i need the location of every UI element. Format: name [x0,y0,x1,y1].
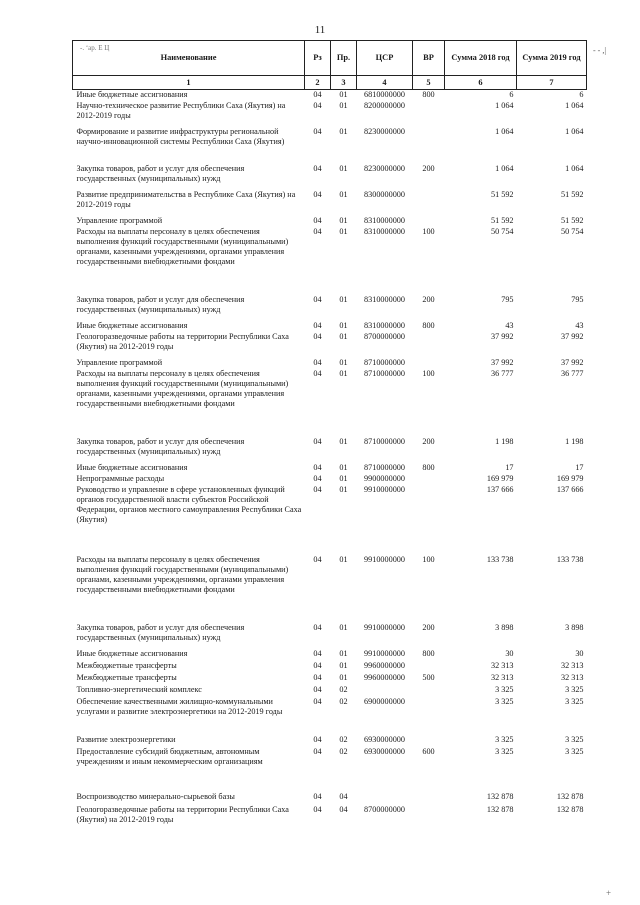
cell-sum-2019: 50 754 [560,226,584,236]
header-csr: ЦСР [357,41,413,76]
cell-csr: 8310000000 [364,226,405,236]
cell-sum-2018: 32 313 [490,660,514,670]
cell-name: Геологоразведочные работы на территории Республики Саха (Якутия) на 2012-2019 годы [76,804,289,824]
budget-table [72,40,587,831]
cell-vr: 800 [422,648,435,658]
cell-rz: 04 [313,357,322,367]
cell-csr: 8200000000 [364,100,405,110]
cell-sum-2019: 137 666 [556,484,584,494]
cell-sum-2019: 51 592 [560,215,584,225]
header-vr: ВР [413,41,445,76]
cell-sum-2018: 3 325 [495,746,514,756]
cell-csr: 8300000000 [364,189,405,199]
cell-rz: 04 [313,100,322,110]
cell-csr: 9910000000 [364,622,405,632]
cell-pr: 01 [339,226,348,236]
header-row [73,41,587,76]
cell-rz: 04 [313,436,322,446]
table-header [73,41,587,90]
cell-name: Иные бюджетные ассигнования [76,320,188,330]
cell-rz: 04 [313,126,322,136]
cell-pr: 01 [339,368,348,378]
table-row [73,127,587,164]
cell-csr: 8710000000 [364,368,405,378]
cell-pr: 01 [339,622,348,632]
column-number: 4 [357,76,413,90]
table-row [73,369,587,437]
column-number: 1 [73,76,305,90]
cell-sum-2018: 36 777 [490,368,514,378]
cell-vr [413,805,445,831]
cell-sum-2019: 51 592 [560,189,584,199]
cell-sum-2018: 51 592 [490,189,514,199]
cell-name: Воспроизводство минерально-сырьевой базы [76,791,235,801]
column-number: 6 [445,76,517,90]
cell-sum-2018: 37 992 [490,357,514,367]
cell-vr: 200 [422,163,435,173]
column-number: 7 [517,76,587,90]
cell-name: Предоставление субсидий бюджетным, автономным учреждениям и иным некоммерческим организациям [76,746,263,766]
table-row [73,463,587,474]
cell-rz: 04 [313,368,322,378]
cell-csr: 6930000000 [364,734,405,744]
cell-sum-2018: 32 313 [490,672,514,682]
table-row [73,321,587,332]
cell-csr: 6900000000 [364,696,405,706]
cell-pr: 02 [339,684,348,694]
cell-rz: 04 [313,648,322,658]
cell-sum-2018: 1 198 [495,436,514,446]
cell-csr: 8310000000 [364,320,405,330]
cell-csr: 9910000000 [364,554,405,564]
cell-name: Расходы на выплаты персоналу в целях обеспечения выполнения функций государственными (муниципальными) органами, казенными учреждениями, органами управления государственными внебюджетными фондами [76,368,289,408]
cell-name: Формирование и развитие инфраструктуры региональной научно-инновационной системы Республики Саха (Якутия) [76,126,285,146]
cell-rz: 04 [313,320,322,330]
cell-rz: 04 [313,622,322,632]
cell-name: Межбюджетные трансферты [76,672,177,682]
cell-sum-2018: 37 992 [490,331,514,341]
cell-csr: 8310000000 [364,294,405,304]
table-body [73,90,587,831]
cell-csr: 9960000000 [364,660,405,670]
cell-rz: 04 [313,672,322,682]
cell-name: Иные бюджетные ассигнования [76,462,188,472]
cell-sum-2019: 1 064 [565,100,584,110]
cell-rz: 04 [313,215,322,225]
cell-vr [413,661,445,673]
cell-vr [413,485,445,555]
cell-sum-2019: 3 325 [565,684,584,694]
cell-pr: 01 [339,331,348,341]
cell-sum-2019: 3 325 [565,734,584,744]
cell-csr: 9910000000 [364,648,405,658]
column-number: 2 [305,76,331,90]
cell-sum-2019: 133 738 [556,554,584,564]
cell-pr: 01 [339,215,348,225]
table-row [73,685,587,697]
cell-vr [413,358,445,369]
page-number: 11 [314,24,326,36]
cell-vr [413,216,445,227]
cell-name: Развитие предпринимательства в Республике Саха (Якутия) на 2012-2019 годы [76,189,296,209]
cell-rz: 04 [313,226,322,236]
cell-pr: 04 [339,804,348,814]
cell-vr [413,792,445,805]
cell-sum-2019: 1 198 [565,436,584,446]
cell-pr: 02 [339,746,348,756]
cell-pr: 02 [339,696,348,706]
cell-sum-2018: 133 738 [486,554,514,564]
cell-csr: 8710000000 [364,436,405,446]
table-row [73,555,587,623]
cell-sum-2019: 3 898 [565,622,584,632]
cell-rz: 04 [313,90,322,99]
cell-name: Обеспечение качественными жилищно-коммунальными услугами и развитие электроэнергетики на 2012-2019 годы [76,696,283,716]
cell-pr: 01 [339,672,348,682]
cell-csr: 8710000000 [364,462,405,472]
cell-csr: 8310000000 [364,215,405,225]
column-number-row [73,76,587,90]
cell-name: Иные бюджетные ассигнования [76,648,188,658]
cell-vr [413,190,445,216]
header-rz: Рз [305,41,331,76]
cell-name: Закупка товаров, работ и услуг для обеспечения государственных (муниципальных) нужд [76,436,245,456]
cell-rz: 04 [313,484,322,494]
cell-rz: 04 [313,734,322,744]
cell-vr [413,697,445,735]
cell-pr: 01 [339,100,348,110]
cell-pr: 01 [339,554,348,564]
cell-vr: 100 [422,368,435,378]
cell-name: Непрограммные расходы [76,473,165,483]
cell-sum-2018: 3 325 [495,684,514,694]
cell-csr: 6810000000 [364,90,405,99]
cell-name: Расходы на выплаты персоналу в целях обеспечения выполнения функций государственными (муниципальными) органами, казенными учреждениями, органами управления государственными внебюджетными фондами [76,226,289,266]
cell-vr: 800 [422,462,435,472]
cell-vr [413,127,445,164]
cell-csr: 8700000000 [364,331,405,341]
cell-rz: 04 [313,791,322,801]
cell-name: Расходы на выплаты персоналу в целях обеспечения выполнения функций государственными (муниципальными) органами, казенными учреждениями, органами управления государственными внебюджетными фондами [76,554,289,594]
header-name: Наименование [73,41,305,76]
cell-sum-2018: 30 [505,648,514,658]
cell-rz: 04 [313,746,322,756]
cell-csr: 9900000000 [364,473,405,483]
cell-sum-2018: 132 878 [486,804,514,814]
cell-rz: 04 [313,462,322,472]
table-row [73,358,587,369]
cell-name: Развитие электроэнергетики [76,734,176,744]
table-row [73,227,587,295]
cell-pr: 01 [339,357,348,367]
table-row [73,101,587,127]
table-row [73,623,587,649]
cell-sum-2019: 169 979 [556,473,584,483]
cell-pr: 01 [339,473,348,483]
cell-pr: 01 [339,90,348,99]
cell-pr: 02 [339,734,348,744]
cell-sum-2019: 6 [579,90,584,99]
cell-sum-2018: 43 [505,320,514,330]
table-row [73,747,587,792]
cell-rz: 04 [313,804,322,814]
cell-csr: 9960000000 [364,672,405,682]
cell-sum-2019: 1 064 [565,126,584,136]
cell-sum-2019: 30 [575,648,584,658]
cell-pr: 01 [339,320,348,330]
table-row [73,164,587,190]
cell-name: Топливно-энергетический комплекс [76,684,202,694]
cell-csr [357,685,413,697]
cell-vr [413,332,445,358]
cell-pr: 01 [339,462,348,472]
cell-sum-2019: 36 777 [560,368,584,378]
cell-name: Геологоразведочные работы на территории Республики Саха (Якутия) на 2012-2019 годы [76,331,289,351]
cell-sum-2018: 6 [509,90,514,99]
cell-csr: 8230000000 [364,126,405,136]
cell-rz: 04 [313,163,322,173]
cell-sum-2018: 1 064 [495,100,514,110]
table-row [73,295,587,321]
cell-sum-2018: 50 754 [490,226,514,236]
cell-vr: 800 [422,320,435,330]
cell-vr [413,685,445,697]
cell-sum-2018: 137 666 [486,484,514,494]
cell-vr: 800 [422,90,435,99]
cell-sum-2019: 3 325 [565,696,584,706]
cell-sum-2018: 1 064 [495,126,514,136]
cell-csr: 6930000000 [364,746,405,756]
cell-sum-2018: 51 592 [490,215,514,225]
cell-sum-2018: 17 [505,462,514,472]
cell-csr: 8710000000 [364,357,405,367]
handwritten-mark-right: - - ,| [593,46,606,55]
cell-name: Руководство и управление в сфере установленных функций органов государственной власти субъектов Российской Федерации, органов местного самоуправления Республики Саха (Якутия) [76,484,302,524]
cell-csr: 9910000000 [364,484,405,494]
cell-vr [413,735,445,747]
cell-sum-2018: 795 [501,294,514,304]
cell-sum-2018: 3 325 [495,734,514,744]
cell-vr: 200 [422,436,435,446]
cell-name: Закупка товаров, работ и услуг для обеспечения государственных (муниципальных) нужд [76,163,245,183]
cell-pr: 01 [339,126,348,136]
cell-vr: 200 [422,622,435,632]
cell-csr [357,792,413,805]
cell-sum-2019: 132 878 [556,804,584,814]
cell-sum-2019: 3 325 [565,746,584,756]
cell-sum-2019: 132 878 [556,791,584,801]
cell-vr: 100 [422,554,435,564]
cell-sum-2018: 132 878 [486,791,514,801]
table-row [73,190,587,216]
cell-rz: 04 [313,684,322,694]
header-sum-2019: Сумма 2019 год [517,41,587,76]
cell-name: Межбюджетные трансферты [76,660,177,670]
table-row [73,735,587,747]
cell-rz: 04 [313,696,322,706]
handwritten-mark-bottom: + [606,888,612,898]
table-row [73,437,587,463]
handwritten-mark-left: -. ‘ар. Е Ц [80,44,110,52]
cell-sum-2019: 37 992 [560,331,584,341]
cell-sum-2018: 3 898 [495,622,514,632]
cell-vr [413,474,445,485]
table-row [73,673,587,685]
table-row [73,649,587,661]
cell-pr: 01 [339,660,348,670]
cell-name: Научно-техническое развитие Республики Саха (Якутия) на 2012-2019 годы [76,100,286,120]
cell-sum-2019: 17 [575,462,584,472]
table-row [73,697,587,735]
cell-rz: 04 [313,294,322,304]
cell-sum-2018: 169 979 [486,473,514,483]
cell-pr: 01 [339,294,348,304]
table-row [73,474,587,485]
table-row [73,216,587,227]
table-row [73,332,587,358]
cell-vr: 100 [422,226,435,236]
cell-pr: 01 [339,484,348,494]
cell-sum-2018: 1 064 [495,163,514,173]
cell-name: Закупка товаров, работ и услуг для обеспечения государственных (муниципальных) нужд [76,294,245,314]
cell-sum-2019: 1 064 [565,163,584,173]
cell-sum-2019: 795 [571,294,584,304]
cell-name: Закупка товаров, работ и услуг для обеспечения государственных (муниципальных) нужд [76,622,245,642]
table-row [73,792,587,805]
cell-vr [413,101,445,127]
cell-pr: 01 [339,163,348,173]
column-number: 5 [413,76,445,90]
cell-sum-2019: 32 313 [560,660,584,670]
cell-vr: 600 [422,746,435,756]
cell-rz: 04 [313,189,322,199]
cell-sum-2018: 3 325 [495,696,514,706]
cell-vr: 200 [422,294,435,304]
table-row [73,485,587,555]
header-sum-2018: Сумма 2018 год [445,41,517,76]
table-row [73,661,587,673]
cell-csr: 8700000000 [364,804,405,814]
column-number: 3 [331,76,357,90]
cell-sum-2019: 32 313 [560,672,584,682]
cell-pr: 01 [339,436,348,446]
cell-sum-2019: 37 992 [560,357,584,367]
cell-pr: 01 [339,189,348,199]
header-pr: Пр. [331,41,357,76]
budget-table-container [72,40,586,831]
cell-rz: 04 [313,554,322,564]
cell-pr: 04 [339,791,348,801]
cell-rz: 04 [313,473,322,483]
cell-rz: 04 [313,331,322,341]
cell-csr: 8230000000 [364,163,405,173]
cell-sum-2019: 43 [575,320,584,330]
cell-vr: 500 [422,672,435,682]
table-row [73,90,587,101]
cell-name: Управление программой [76,357,163,367]
cell-name: Иные бюджетные ассигнования [76,90,188,99]
cell-pr: 01 [339,648,348,658]
table-row [73,805,587,831]
cell-rz: 04 [313,660,322,670]
cell-name: Управление программой [76,215,163,225]
